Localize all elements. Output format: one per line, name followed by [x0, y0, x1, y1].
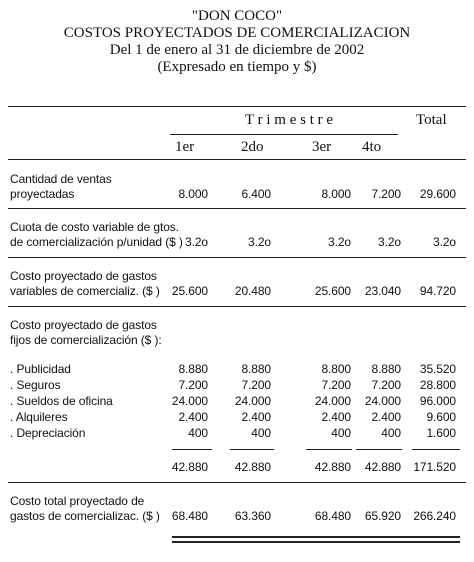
cell-sueldos-q3: 24.000 [314, 394, 351, 408]
cell-alquileres-total: 9.600 [426, 410, 456, 424]
cell-alquileres-q2: 2.400 [241, 410, 271, 424]
row-depreciacion-label: . Depreciación [10, 426, 86, 440]
cell-cuota-q3: 3.2o [328, 235, 351, 249]
row-fijos-header-label: Costo proyectado de gastos fijos de comercialización ($ ): [10, 318, 162, 347]
cell-subtotal-total: 171.520 [413, 460, 456, 474]
subtotal-rule-total [412, 449, 460, 450]
cell-variables-q1: 25.600 [171, 284, 208, 298]
cell-total-q2: 63.360 [234, 509, 271, 523]
cell-depreciacion-q2: 400 [251, 426, 271, 440]
cell-seguros-total: 28.800 [419, 378, 456, 392]
report-unit: (Expresado en tiempo y $) [157, 59, 317, 75]
cell-seguros-q3: 7.200 [321, 378, 351, 392]
cell-alquileres-q1: 2.400 [178, 410, 208, 424]
row-rule [8, 482, 466, 483]
double-rule-bottom [172, 541, 460, 543]
cell-sueldos-q4: 24.000 [364, 394, 401, 408]
cell-subtotal-q1: 42.880 [171, 460, 208, 474]
row-rule [8, 208, 466, 209]
cell-depreciacion-total: 1.600 [426, 426, 456, 440]
cell-cuota-q1: 3.2o [185, 235, 208, 249]
cell-total-q1: 68.480 [171, 509, 208, 523]
cell-ventas-q2: 6.400 [241, 187, 271, 201]
cell-seguros-q1: 7.200 [178, 378, 208, 392]
row-variables-label: Costo proyectado de gastos variables de comercializ. ($ ) [10, 269, 160, 298]
cell-alquileres-q3: 2.400 [321, 410, 351, 424]
cell-sueldos-q2: 24.000 [234, 394, 271, 408]
cell-depreciacion-q3: 400 [331, 426, 351, 440]
row-sueldos-label: . Sueldos de oficina [10, 394, 113, 408]
row-rule [8, 257, 466, 258]
cell-publicidad-q4: 8.880 [371, 362, 401, 376]
double-rule-top [172, 536, 460, 538]
cell-total-q4: 65.920 [364, 509, 401, 523]
header-bottom-rule [8, 159, 466, 160]
row-rule [8, 306, 466, 307]
cell-subtotal-q4: 42.880 [364, 460, 401, 474]
q3-column-header: 3er [312, 139, 332, 155]
cell-alquileres-q4: 2.400 [371, 410, 401, 424]
row-publicidad-label: . Publicidad [10, 362, 71, 376]
cell-seguros-q2: 7.200 [241, 378, 271, 392]
cell-publicidad-q2: 8.880 [241, 362, 271, 376]
cell-publicidad-q1: 8.880 [178, 362, 208, 376]
cell-subtotal-q3: 42.880 [314, 460, 351, 474]
cell-subtotal-q2: 42.880 [234, 460, 271, 474]
cell-ventas-q4: 7.200 [371, 187, 401, 201]
cell-cuota-q2: 3.2o [248, 235, 271, 249]
cell-total-q3: 68.480 [314, 509, 351, 523]
company-name: "DON COCO" [191, 8, 283, 24]
q4-column-header: 4to [362, 139, 382, 155]
cell-sueldos-q1: 24.000 [171, 394, 208, 408]
cell-cuota-q4: 3.2o [378, 235, 401, 249]
report-period: Del 1 de enero al 31 de diciembre de 2002 [109, 42, 365, 58]
subtotal-rule-q3 [306, 449, 352, 450]
subtotal-rule-q4 [356, 449, 402, 450]
cell-variables-q2: 20.480 [234, 284, 271, 298]
row-seguros-label: . Seguros [10, 378, 61, 392]
cell-variables-q3: 25.600 [314, 284, 351, 298]
subtotal-rule-q1 [172, 449, 212, 450]
cell-sueldos-total: 96.000 [419, 394, 456, 408]
cell-ventas-q1: 8.000 [178, 187, 208, 201]
cell-seguros-q4: 7.200 [371, 378, 401, 392]
trimestre-rule [170, 134, 398, 135]
cell-publicidad-q3: 8.800 [321, 362, 351, 376]
cell-variables-q4: 23.040 [364, 284, 401, 298]
cell-cuota-total: 3.2o [433, 235, 456, 249]
trimestre-group-header: T r i m e s t r e [245, 112, 334, 128]
row-total-label: Costo total proyectado de gastos de comercializac. ($ ) [10, 494, 160, 523]
q1-column-header: 1er [175, 139, 195, 155]
top-rule [8, 106, 466, 107]
report-header [0, 8, 474, 76]
cell-variables-total: 94.720 [419, 284, 456, 298]
row-ventas-label: Cantidad de ventas proyectadas [10, 172, 112, 201]
subtotal-rule-q2 [230, 449, 274, 450]
total-column-header: Total [416, 112, 447, 128]
q2-column-header: 2do [241, 139, 264, 155]
row-alquileres-label: . Alquileres [10, 410, 68, 424]
cell-ventas-total: 29.600 [419, 187, 456, 201]
cell-ventas-q3: 8.000 [321, 187, 351, 201]
cell-depreciacion-q1: 400 [188, 426, 208, 440]
report-title: COSTOS PROYECTADOS DE COMERCIALIZACION [63, 25, 411, 41]
cell-depreciacion-q4: 400 [381, 426, 401, 440]
cell-total-total: 266.240 [413, 509, 456, 523]
cell-publicidad-total: 35.520 [419, 362, 456, 376]
row-cuota-label: Cuota de costo variable de gtos. de comercialización p/unidad ($ ) [10, 220, 183, 249]
